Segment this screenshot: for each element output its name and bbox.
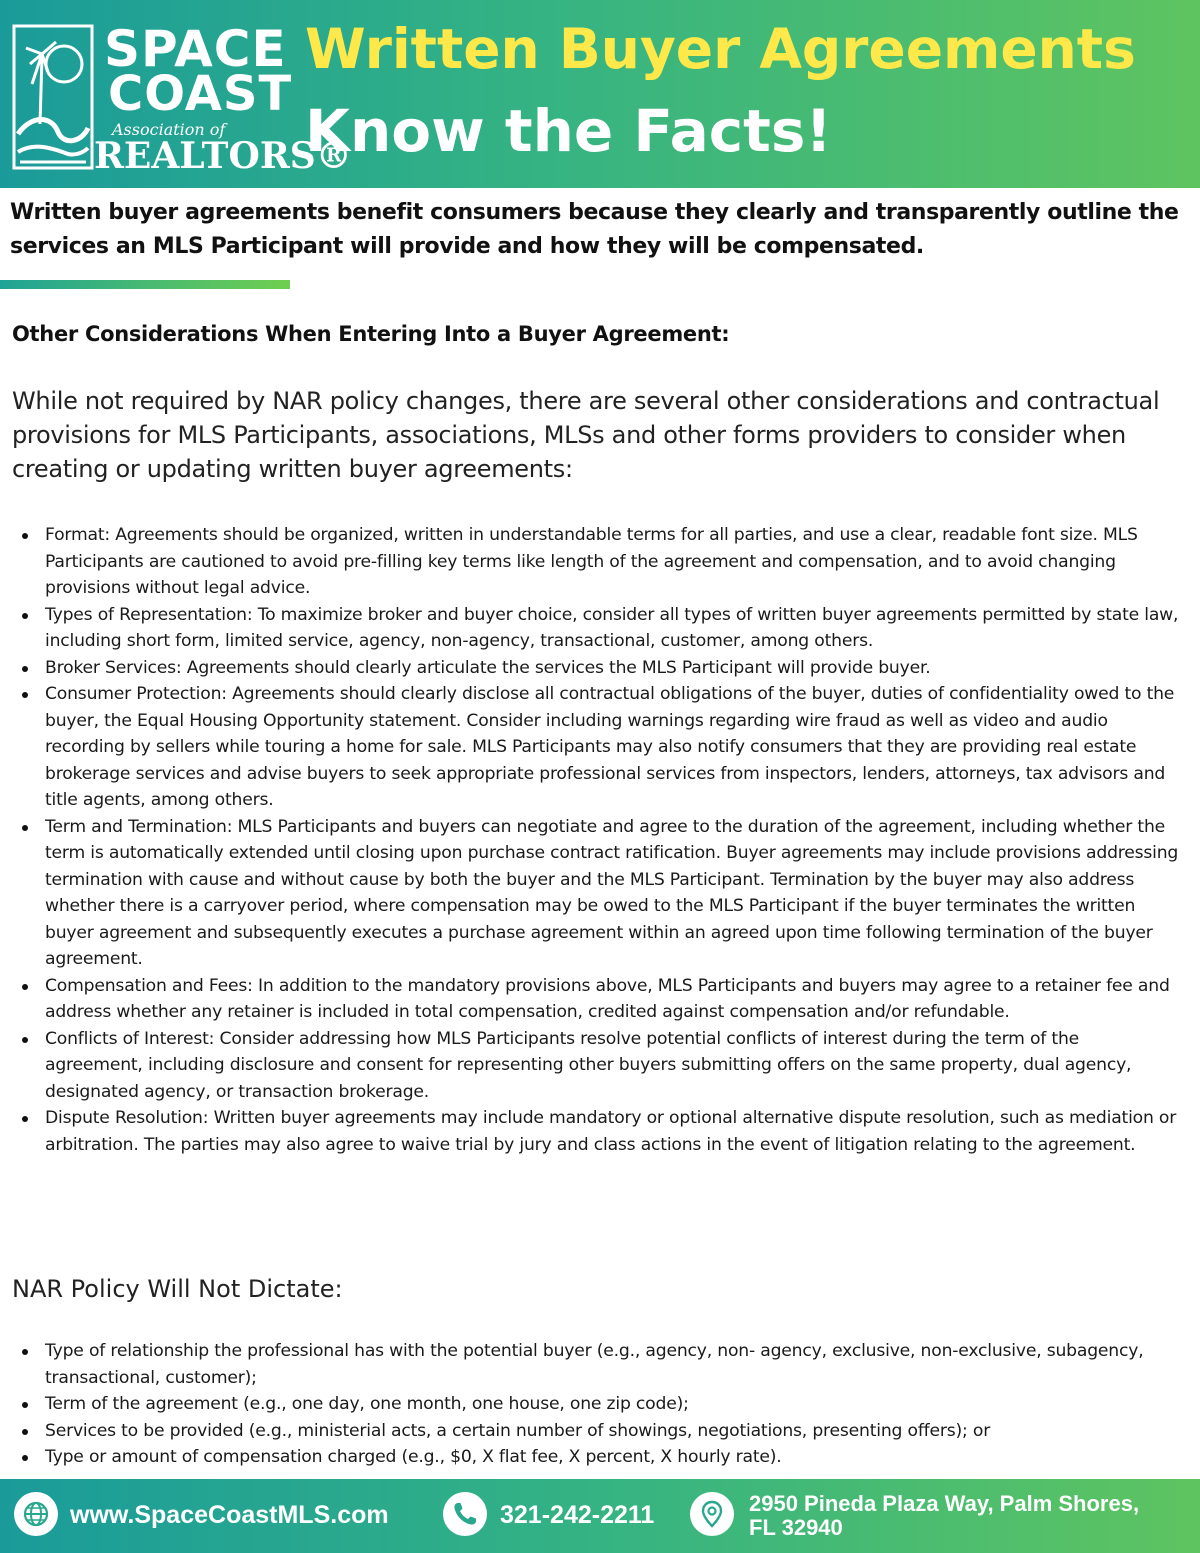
list-item: Dispute Resolution: Written buyer agreements may include mandatory or optional alternative dispute resolution, such as mediation or arbitration. The parties may also agree to waive trial by jury and class actions in the event of litigation relating to the agreement. [45, 1105, 1180, 1158]
logo-text-coast: COAST [108, 66, 293, 122]
nar-policy-list [0, 1338, 1180, 1471]
considerations-paragraph: While not required by NAR policy changes, there are several other considerations and contractual provisions for MLS Participants, associations, MLSs and other forms providers to consider when creating or updating written buyer agreements: [12, 387, 1160, 483]
office-address [749, 1492, 1189, 1540]
globe-icon [14, 1492, 58, 1536]
address-line-1: 2950 Pineda Plaza Way, Palm Shores, [749, 1491, 1140, 1516]
considerations-heading: Other Considerations When Entering Into a Buyer Agreement: [12, 322, 730, 346]
list-item: Type or amount of compensation charged (e.g., $0, X flat fee, X percent, X hourly rate). [45, 1444, 1180, 1471]
header-banner [0, 0, 1200, 188]
logo-text-association: Association of [112, 120, 226, 139]
address-line-2: FL 32940 [749, 1515, 843, 1540]
palm-wave-emblem-icon [12, 24, 94, 170]
page-subtitle: Know the Facts! [305, 97, 832, 165]
logo-text-space: SPACE [104, 20, 287, 78]
list-item: Format: Agreements should be organized, written in understandable terms for all parties, and use a clear, readable font size. MLS Participants are cautioned to avoid pre-filling key terms like length of the agreement and compensation, and to avoid changing provisions without legal advice. [45, 522, 1180, 602]
website-link[interactable]: www.SpaceCoastMLS.com [70, 1501, 389, 1529]
list-item: Services to be provided (e.g., ministerial acts, a certain number of showings, negotiations, presenting offers); or [45, 1418, 1180, 1445]
list-item: Types of Representation: To maximize broker and buyer choice, consider all types of written buyer agreements permitted by state law, including short form, limited service, agency, non-agency, transactional, customer, among others. [45, 602, 1180, 655]
logo-text-realtors: REALTORS® [94, 135, 352, 177]
list-item: Term and Termination: MLS Participants and buyers can negotiate and agree to the duration of the agreement, including whether the term is automatically extended until closing upon purchase contract ratification. Buyer agreements may include provisions addressing termination with cause and without cause by both the buyer and the MLS Participant. Termination by the buyer may also address whether there is a carryover period, where compensation may be owed to the MLS Participant if the buyer terminates the written buyer agreement and subsequently executes a purchase agreement within an agreed upon time following termination of the buyer agreement. [45, 814, 1180, 973]
list-item: Compensation and Fees: In addition to the mandatory provisions above, MLS Participants and buyers may agree to a retainer fee and address whether any retainer is included in total compensation, credited against compensation and/or refundable. [45, 973, 1180, 1026]
phone-number[interactable]: 321-242-2211 [500, 1501, 655, 1529]
accent-divider [0, 280, 290, 289]
location-pin-icon [690, 1492, 734, 1536]
list-item: Broker Services: Agreements should clearly articulate the services the MLS Participant will provide buyer. [45, 655, 1180, 682]
considerations-list [0, 522, 1180, 1158]
phone-icon [443, 1492, 487, 1536]
list-item: Consumer Protection: Agreements should clearly disclose all contractual obligations of the buyer, duties of confidentiality owed to the buyer, the Equal Housing Opportunity statement. Consider including warnings regarding wire fraud as well as video and audio recording by sellers while touring a home for sale. MLS Participants may also notify consumers that they are providing real estate brokerage services and advise buyers to seek appropriate professional services from inspectors, lenders, attorneys, tax advisors and title agents, among others. [45, 681, 1180, 814]
list-item: Type of relationship the professional has with the potential buyer (e.g., agency, non- agency, exclusive, non-exclusive, subagency, transactional, customer); [45, 1338, 1180, 1391]
intro-statement: Written buyer agreements benefit consumers because they clearly and transparently outline the services an MLS Participant will provide and how they will be compensated. [10, 200, 1179, 259]
nar-policy-heading: NAR Policy Will Not Dictate: [12, 1275, 343, 1303]
footer-contact-bar [0, 1479, 1200, 1553]
list-item: Conflicts of Interest: Consider addressing how MLS Participants resolve potential conflicts of interest during the term of the agreement, including disclosure and consent for representing other buyers submitting offers on the same property, dual agency, designated agency, or transaction brokerage. [45, 1026, 1180, 1106]
list-item: Term of the agreement (e.g., one day, one month, one house, one zip code); [45, 1391, 1180, 1418]
space-coast-realtors-logo [12, 20, 352, 177]
page-title: Written Buyer Agreements [305, 17, 1136, 81]
